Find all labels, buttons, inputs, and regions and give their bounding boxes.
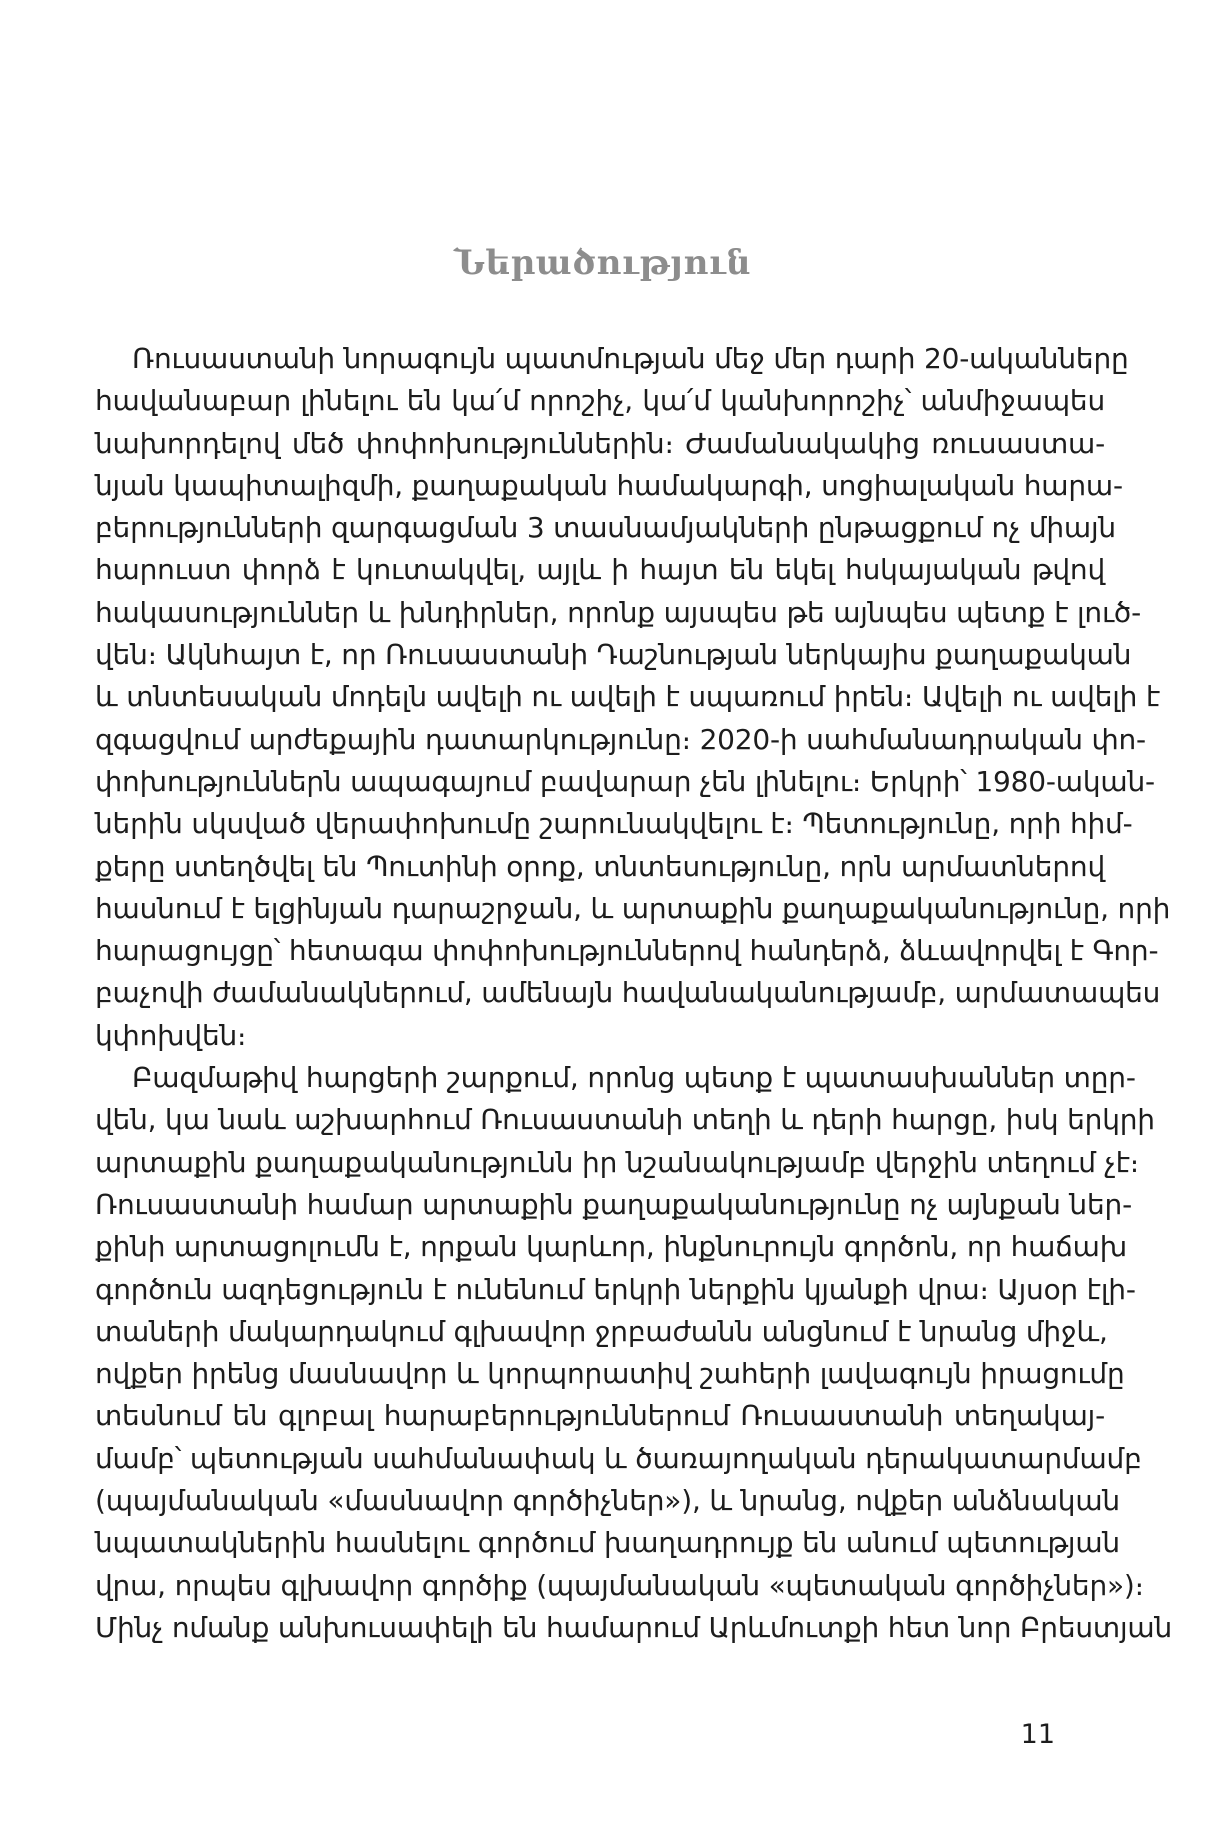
text-line: (պայմանական «մասնավոր գործիչներ»), և նրանց, ովքեր անձնական [95,1484,1120,1518]
text-line: տեսնում են գլոբալ հարաբերություններում Ռուսաստանի տեղակայ- [95,1399,1105,1433]
text-line: գործուն ազդեցություն է ունենում երկրի ներքին կյանքի վրա։ Այսօր էլի- [95,1272,1136,1306]
text-line: կփոխվեն։ [95,1018,247,1052]
text-line: հասնում է ելցինյան դարաշրջան, և արտաքին քաղաքականությունը, որի [95,891,1171,925]
text-line: փոխություններն ապագայում բավարար չեն լինելու։ Երկրի՝ 1980-ական- [95,764,1155,798]
text-line: Մինչ ոմանք անխուսափելի են համարում Արևմուտքի հետ նոր Բրեստյան [95,1610,1173,1644]
text-line: Ռուսաստանի նորագույն պատմության մեջ մեր դարի 20-ականները [132,342,1129,375]
text-line: նպատակներին հասնելու գործում խաղադրույք են անում պետության [95,1526,1120,1560]
text-line: մամբ՝ պետության սահմանափակ և ծառայողական դերակատարմամբ [95,1441,1142,1475]
text-line: նյան կապիտալիզմի, քաղաքական համակարգի, սոցիալական հարա- [95,468,1123,502]
text-line: ովքեր իրենց մասնավոր և կորպորատիվ շահերի լավագույն իրացումը [95,1357,1125,1391]
text-line: բաչովի ժամանակներում, ամենայն հավանականությամբ, արմատապես [95,976,1161,1010]
text-line: հարացույցը՝ հետագա փոփոխություններով հանդերձ, ձևավորվել է Գոր- [95,934,1159,968]
text-line: ներին սկսված վերափոխումը շարունակվելու է։ Պետությունը, որի հիմ- [95,807,1133,841]
text-line: վեն։ Ակնհայտ է, որ Ռուսաստանի Դաշնության ներկայիս քաղաքական [95,638,1132,672]
text-line: բերությունների զարգացման 3 տասնամյակների ընթացքում ոչ միայն [95,511,1116,545]
text-line: վրա, որպես գլխավոր գործիք (պայմանական «պետական գործիչներ»)։ [95,1568,1144,1602]
text-line: վեն, կա նաև աշխարհում Ռուսաստանի տեղի և դերի հարցը, իսկ երկրի [95,1103,1155,1137]
text-line: հավանաբար լինելու են կա՛մ որոշիչ, կա՛մ կանխորոշիչ՝ անմիջապես [95,384,1105,418]
text-line: հակասություններ և խնդիրներ, որոնք այսպես թե այնպես պետք է լուծ- [95,595,1142,629]
page-number: 11 [1020,1719,1055,1750]
text-line: տաների մակարդակում գլխավոր ջրբաժանն անցնում է նրանց միջև, [95,1314,1108,1348]
text-line: արտաքին քաղաքականությունն իր նշանակությամբ վերջին տեղում չէ։ [95,1145,1140,1179]
page-title: Ներածություն [453,243,752,283]
text-line: քերը ստեղծվել են Պուտինի օրոք, տնտեսությունը, որն արմատներով [95,849,1105,883]
text-line: նախորդելով մեծ փոփոխություններին։ Ժամանակակից ռուսաստա- [95,426,1105,460]
body-text [95,338,1173,1649]
text-line: Ռուսաստանի համար արտաքին քաղաքականությունը ոչ այնքան ներ- [95,1187,1132,1221]
text-line: հարուստ փորձ է կուտակվել, այլև ի հայտ են եկել հսկայական թվով [95,553,1105,587]
text-line: և տնտեսական մոդելն ավելի ու ավելի է սպառում իրեն։ Ավելի ու ավելի է [95,680,1161,714]
text-line: Բազմաթիվ հարցերի շարքում, որոնց պետք է պատասխաններ տըր- [132,1061,1136,1095]
text-line: քինի արտացոլումն է, որքան կարևոր, ինքնուրույն գործոն, որ հաճախ [95,1230,1127,1264]
text-line: զգացվում արժեքային դատարկությունը։ 2020-ի սահմանադրական փո- [95,722,1146,756]
